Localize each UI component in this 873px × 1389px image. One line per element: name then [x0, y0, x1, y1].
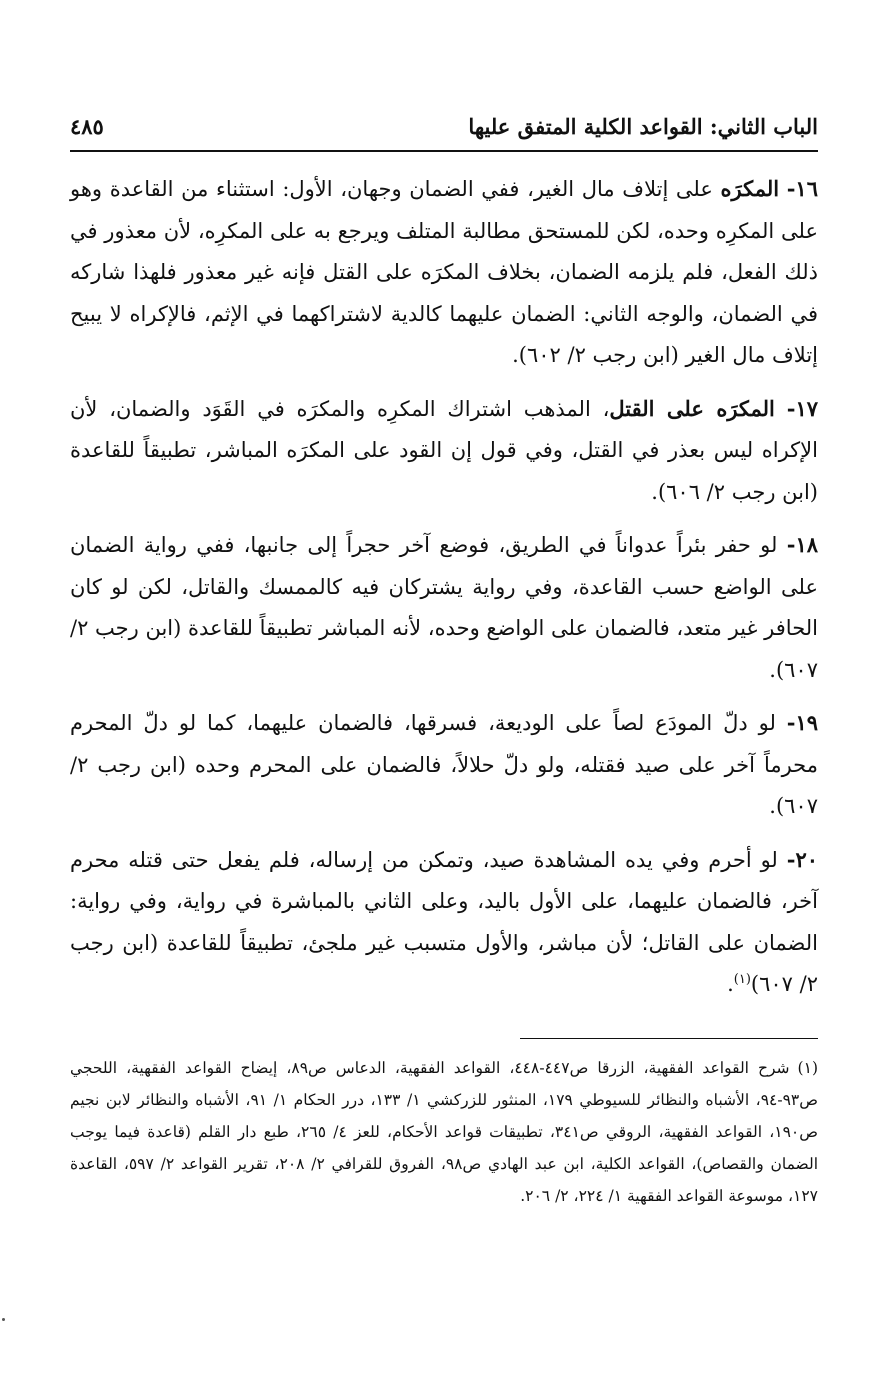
entry-number: ١٨- [786, 532, 818, 557]
entry-20 [70, 839, 818, 1006]
running-header [70, 112, 818, 152]
entry-text: على إتلاف مال الغير، ففي الضمان وجهان، الأول: استثناء من القاعدة وهو على المكرِه وحده، لكن للمستحق مطالبة المتلف ويرجع به على المكرِه، لأن معذور في ذلك الفعل، فلم يلزمه الضمان، بخلاف المكرَه على القتل فإنه غير معذور فلهذا شاركه في الضمان، والوجه الثاني: الضمان عليهما كالدية لاشتراكهما في الإثم، فالإكراه لا يبيح إتلاف مال الغير (ابن رجب ٢/ ٦٠٢). [70, 177, 818, 367]
entry-text: لو حفر بئراً عدواناً في الطريق، فوضع آخر حجراً إلى جانبها، ففي رواية الضمان على الواضع حسب القاعدة، وفي رواية يشتركان فيه كالممسك والقاتل، لكن لو كان الحافر غير متعد، فالضمان على الواضع وحده، لأنه المباشر تطبيقاً للقاعدة (ابن رجب ٢/ ٦٠٧). [70, 533, 818, 682]
chapter-title: الباب الثاني: القواعد الكلية المتفق عليها [468, 114, 818, 139]
page-number: ٤٨٥ [70, 114, 104, 139]
entry-text: لو دلّ المودَع لصاً على الوديعة، فسرقها، فالضمان عليهما، كما لو دلّ المحرم محرماً آخر على صيد فقتله، ولو دلّ حلالاً، فالضمان على المحرم وحده (ابن رجب ٢/ ٦٠٧). [70, 711, 818, 818]
entry-18 [70, 524, 818, 691]
entry-number: ١٦- [786, 176, 818, 201]
entry-end-punctuation: . [727, 972, 734, 996]
entry-number: ١٧- [786, 395, 818, 421]
footnote-item [70, 1052, 818, 1212]
entry-16 [70, 168, 818, 377]
footnotes-section [70, 1052, 818, 1212]
entry-number: ١٩- [786, 710, 818, 735]
footnote-text: شرح القواعد الفقهية، الزرقا ص٤٤٧-٤٤٨، القواعد الفقهية، الدعاس ص٨٩، إيضاح القواعد الفقهية، اللحجي ص٩٣-٩٤، الأشباه والنظائر للسيوطي ١٧٩، المنثور للزركشي ١/ ١٣٣، درر الحكام ١/ ٩١، الأشباه والنظائر لابن نجيم ص١٩٠، القواعد الفقهية، الروقي ص٣٤١، تطبيقات قواعد الأحكام، للعز ٤/ ٢٦٥، طبع دار القلم (قاعدة فيما يوجب الضمان والقصاص)، القواعد الكلية، ابن عبد الهادي ص٩٨، الفروق للقرافي ٢/ ٢٠٨، تقرير القواعد ٢/ ٥٩٧، القاعدة ١٢٧، موسوعة القواعد الفقهية ١/ ٢٢٤، ٢/ ٢٠٦. [70, 1059, 818, 1205]
entry-term: المكرَه [720, 176, 780, 201]
main-text [70, 168, 818, 1017]
entry-text: ، المذهب اشتراك المكرِه والمكرَه في القَوَد والضمان، لأن الإكراه ليس بعذر في القتل، وفي قول إن القود على المكرَه المباشر، تطبيقاً للقاعدة (ابن رجب ٢/ ٦٠٦). [70, 396, 818, 504]
footnote-reference[interactable]: (١) [733, 972, 751, 987]
footnote-separator [520, 1038, 818, 1039]
footnote-marker: (١) [797, 1059, 818, 1077]
scan-speck [2, 1318, 5, 1321]
entry-19 [70, 702, 818, 828]
entry-17 [70, 388, 818, 514]
entry-term: المكرَه على القتل [609, 395, 775, 421]
entry-number: ٢٠- [786, 846, 818, 872]
entry-text: لو أحرم وفي يده المشاهدة صيد، وتمكن من إرساله، فلم يفعل حتى قتله محرم آخر، فالضمان عليهما، على الأول باليد، وعلى الثاني بالمباشرة في رواية، وفي رواية: الضمان على القاتل؛ لأن مباشر، والأول متسبب غير ملجئ، تطبيقاً للقاعدة (ابن رجب ٢/ ٦٠٧) [70, 847, 818, 996]
